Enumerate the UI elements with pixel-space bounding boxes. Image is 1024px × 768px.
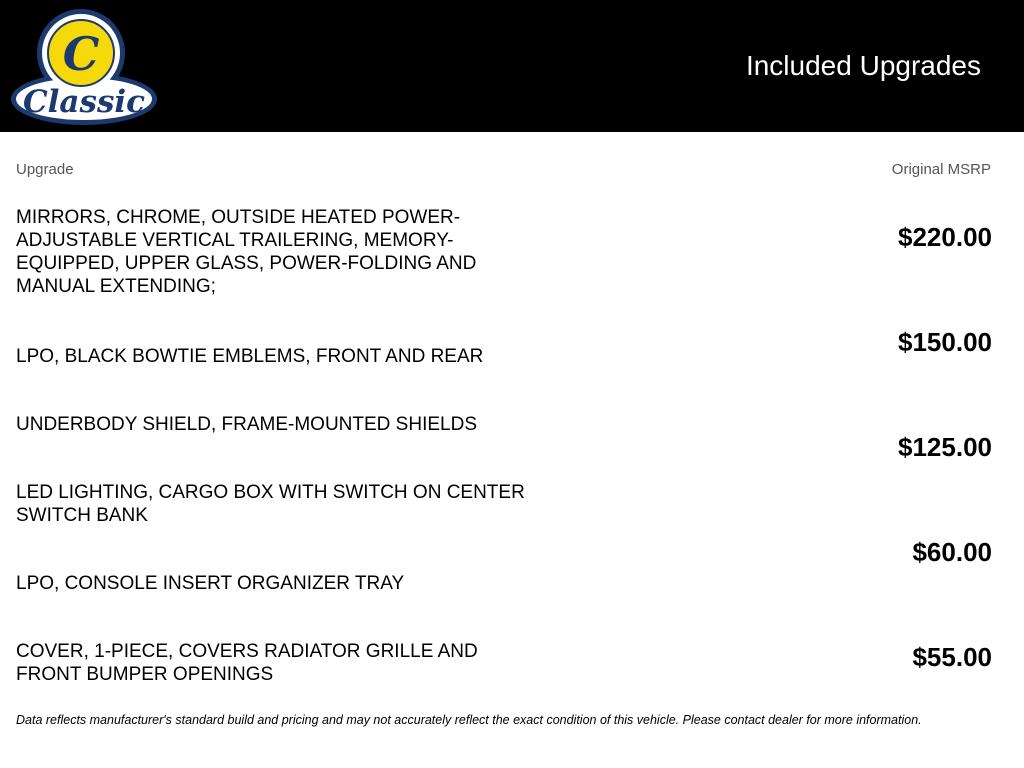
classic-logo <box>10 8 158 126</box>
logo-wordmark: Classic <box>22 84 146 120</box>
upgrade-item-name: LED LIGHTING, CARGO BOX WITH SWITCH ON CENTER SWITCH BANK <box>16 482 525 526</box>
upgrade-item-name: LPO, CONSOLE INSERT ORGANIZER TRAY <box>16 573 405 594</box>
upgrade-price: $55.00 <box>912 642 992 672</box>
header-bar <box>0 0 1024 132</box>
upgrade-price: $60.00 <box>912 537 992 567</box>
upgrade-item-name: COVER, 1-PIECE, COVERS RADIATOR GRILLE AND FRONT BUMPER OPENINGS <box>16 641 478 685</box>
upgrade-price: $220.00 <box>898 222 992 252</box>
upgrade-price: $125.00 <box>898 432 992 462</box>
msrp-column-header: Original MSRP <box>891 161 991 178</box>
upgrade-item-name: MIRRORS, CHROME, OUTSIDE HEATED POWER-ADJUSTABLE VERTICAL TRAILERING, MEMORY-EQUIPPED, UPPER GLASS, POWER-FOLDING AND MANUAL EXTENDING; <box>16 207 477 297</box>
upgrade-item-name: LPO, BLACK BOWTIE EMBLEMS, FRONT AND REAR <box>16 346 484 367</box>
upgrade-item-name: UNDERBODY SHIELD, FRAME-MOUNTED SHIELDS <box>16 414 477 435</box>
upgrade-price: $150.00 <box>898 327 992 357</box>
disclaimer-text: Data reflects manufacturer's standard build and pricing and may not accurately reflect the exact condition of this vehicle. Please contact dealer for more information. <box>16 713 922 727</box>
upgrade-column-header: Upgrade <box>16 161 74 178</box>
page-title: Included Upgrades <box>745 50 981 81</box>
logo-monogram: C <box>62 27 100 81</box>
